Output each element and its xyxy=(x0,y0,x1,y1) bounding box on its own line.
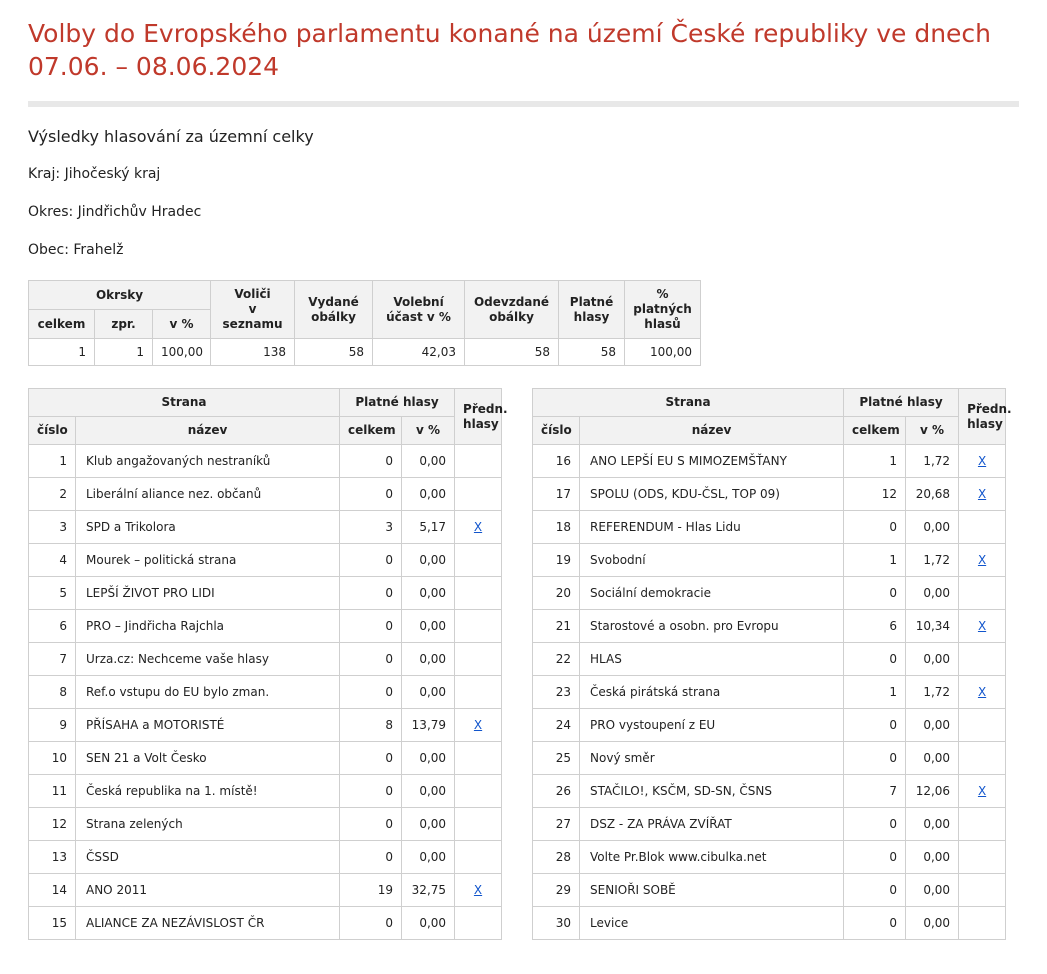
parties-left-group-header-row xyxy=(29,389,502,417)
party-votes: 0 xyxy=(340,907,402,940)
party-number: 23 xyxy=(533,676,580,709)
party-number: 22 xyxy=(533,643,580,676)
party-preferential-cell xyxy=(959,577,1006,610)
party-preferential-cell xyxy=(455,544,502,577)
party-votes-pct: 0,00 xyxy=(906,742,959,775)
party-number: 11 xyxy=(29,775,76,808)
party-preferential-cell[interactable] xyxy=(959,478,1006,511)
summary-header-turnout-pct: Volební účast v % xyxy=(373,281,465,339)
party-number: 19 xyxy=(533,544,580,577)
summary-header-districts-pct: v % xyxy=(153,310,211,339)
parties-tables xyxy=(28,388,1019,940)
party-votes-pct: 1,72 xyxy=(906,445,959,478)
party-votes: 0 xyxy=(340,742,402,775)
party-number: 8 xyxy=(29,676,76,709)
party-votes: 0 xyxy=(340,445,402,478)
party-preferential-cell xyxy=(959,742,1006,775)
table-row xyxy=(29,676,502,709)
party-votes-pct: 10,34 xyxy=(906,610,959,643)
party-votes-pct: 0,00 xyxy=(906,874,959,907)
summary-cell-voters: 138 xyxy=(211,339,295,366)
party-votes: 0 xyxy=(844,709,906,742)
parties-right-group-preferential: Předn. hlasy xyxy=(959,389,1006,445)
summary-cell-districts-reported: 1 xyxy=(95,339,153,366)
party-preferential-cell xyxy=(455,841,502,874)
party-name: Liberální aliance nez. občanů xyxy=(76,478,340,511)
summary-group-okrsky: Okrsky xyxy=(29,281,211,310)
party-preferential-cell xyxy=(959,709,1006,742)
party-votes: 0 xyxy=(340,841,402,874)
parties-left-header-total: celkem xyxy=(340,417,402,445)
party-number: 9 xyxy=(29,709,76,742)
summary-data-row xyxy=(29,339,701,366)
summary-cell-valid-votes: 58 xyxy=(559,339,625,366)
party-preferential-cell xyxy=(455,577,502,610)
party-votes-pct: 0,00 xyxy=(402,577,455,610)
table-row xyxy=(29,709,502,742)
table-row xyxy=(533,643,1006,676)
party-name: Levice xyxy=(580,907,844,940)
party-preferential-cell xyxy=(959,808,1006,841)
party-votes: 0 xyxy=(844,511,906,544)
parties-left-sub-header-row xyxy=(29,417,502,445)
table-row xyxy=(29,544,502,577)
table-row xyxy=(29,610,502,643)
party-name: ČSSD xyxy=(76,841,340,874)
party-name: DSZ - ZA PRÁVA ZVÍŘAT xyxy=(580,808,844,841)
region-kraj: Kraj: Jihočeský kraj xyxy=(28,166,161,182)
summary-cell-districts-total: 1 xyxy=(29,339,95,366)
party-name: LEPŠÍ ŽIVOT PRO LIDI xyxy=(76,577,340,610)
party-number: 17 xyxy=(533,478,580,511)
party-votes-pct: 0,00 xyxy=(402,544,455,577)
party-preferential-cell xyxy=(455,445,502,478)
party-votes-pct: 0,00 xyxy=(402,775,455,808)
party-votes-pct: 1,72 xyxy=(906,544,959,577)
party-votes: 0 xyxy=(340,775,402,808)
party-name: PRO – Jindřicha Rajchla xyxy=(76,610,340,643)
party-votes-pct: 1,72 xyxy=(906,676,959,709)
summary-cell-issued-envelopes: 58 xyxy=(295,339,373,366)
party-preferential-cell[interactable] xyxy=(959,445,1006,478)
preferential-votes-link[interactable]: X xyxy=(977,487,987,501)
party-votes-pct: 0,00 xyxy=(402,841,455,874)
parties-left-group-valid-votes: Platné hlasy xyxy=(340,389,455,417)
party-votes-pct: 0,00 xyxy=(402,643,455,676)
party-number: 26 xyxy=(533,775,580,808)
party-preferential-cell xyxy=(455,808,502,841)
preferential-votes-link[interactable]: X xyxy=(473,520,483,534)
table-row xyxy=(29,874,502,907)
parties-right-sub-header-row xyxy=(533,417,1006,445)
party-name: ANO LEPŠÍ EU S MIMOZEMŠŤANY xyxy=(580,445,844,478)
party-preferential-cell xyxy=(959,907,1006,940)
party-preferential-cell xyxy=(959,643,1006,676)
party-preferential-cell xyxy=(455,610,502,643)
preferential-votes-link[interactable]: X xyxy=(977,553,987,567)
table-row xyxy=(533,610,1006,643)
table-row xyxy=(533,445,1006,478)
parties-right-group-valid-votes: Platné hlasy xyxy=(844,389,959,417)
party-votes: 0 xyxy=(844,808,906,841)
page-title: Volby do Evropského parlamentu konané na území České republiky ve dnech 07.06. – 08.06.2024 xyxy=(28,19,992,81)
table-row xyxy=(29,445,502,478)
party-votes: 0 xyxy=(844,874,906,907)
party-votes-pct: 0,00 xyxy=(402,445,455,478)
party-number: 30 xyxy=(533,907,580,940)
table-row xyxy=(29,643,502,676)
party-number: 21 xyxy=(533,610,580,643)
parties-left-header-number: číslo xyxy=(29,417,76,445)
party-preferential-cell[interactable] xyxy=(455,511,502,544)
table-row xyxy=(29,511,502,544)
table-row xyxy=(533,478,1006,511)
parties-left-group-strana: Strana xyxy=(29,389,340,417)
summary-header-valid-votes: Platné hlasy xyxy=(559,281,625,339)
parties-right-group-header-row xyxy=(533,389,1006,417)
party-votes: 0 xyxy=(340,808,402,841)
party-votes: 6 xyxy=(844,610,906,643)
table-row xyxy=(533,676,1006,709)
parties-left-group-preferential: Předn. hlasy xyxy=(455,389,502,445)
party-preferential-cell xyxy=(455,643,502,676)
summary-header-valid-pct: % platných hlasů xyxy=(625,281,701,339)
party-number: 29 xyxy=(533,874,580,907)
party-votes: 8 xyxy=(340,709,402,742)
party-preferential-cell[interactable] xyxy=(959,775,1006,808)
party-number: 1 xyxy=(29,445,76,478)
party-votes-pct: 0,00 xyxy=(402,676,455,709)
party-votes-pct: 13,79 xyxy=(402,709,455,742)
party-votes: 0 xyxy=(340,610,402,643)
party-preferential-cell xyxy=(455,907,502,940)
party-votes-pct: 0,00 xyxy=(906,709,959,742)
party-name: Volte Pr.Blok www.cibulka.net xyxy=(580,841,844,874)
party-name: STAČILO!, KSČM, SD-SN, ČSNS xyxy=(580,775,844,808)
party-votes-pct: 0,00 xyxy=(906,808,959,841)
preferential-votes-link[interactable]: X xyxy=(977,454,987,468)
party-votes: 1 xyxy=(844,544,906,577)
party-votes: 1 xyxy=(844,445,906,478)
parties-table-left xyxy=(28,388,508,940)
party-votes: 0 xyxy=(340,478,402,511)
party-votes: 0 xyxy=(844,907,906,940)
party-name: PŘÍSAHA a MOTORISTÉ xyxy=(76,709,340,742)
party-number: 2 xyxy=(29,478,76,511)
preferential-votes-link[interactable]: X xyxy=(977,784,987,798)
parties-table-right xyxy=(532,388,1012,940)
party-preferential-cell[interactable] xyxy=(455,709,502,742)
title-divider xyxy=(28,101,1019,107)
party-preferential-cell[interactable] xyxy=(959,544,1006,577)
party-votes: 0 xyxy=(844,742,906,775)
party-votes: 12 xyxy=(844,478,906,511)
party-votes: 0 xyxy=(340,544,402,577)
party-name: Česká pirátská strana xyxy=(580,676,844,709)
party-votes-pct: 0,00 xyxy=(402,808,455,841)
summary-group-header-row xyxy=(29,281,701,310)
table-row xyxy=(29,478,502,511)
party-name: Ref.o vstupu do EU bylo zman. xyxy=(76,676,340,709)
preferential-votes-link[interactable]: X xyxy=(977,685,987,699)
party-name: Mourek – politická strana xyxy=(76,544,340,577)
table-row xyxy=(29,775,502,808)
party-votes: 0 xyxy=(340,577,402,610)
table-row xyxy=(29,907,502,940)
table-row xyxy=(533,907,1006,940)
party-number: 10 xyxy=(29,742,76,775)
section-title: Výsledky hlasování za územní celky xyxy=(28,127,314,146)
summary-header-districts-reported: zpr. xyxy=(95,310,153,339)
table-row xyxy=(533,742,1006,775)
parties-right-body xyxy=(533,445,1006,940)
preferential-votes-link[interactable]: X xyxy=(977,619,987,633)
party-number: 14 xyxy=(29,874,76,907)
parties-right-header-number: číslo xyxy=(533,417,580,445)
party-preferential-cell xyxy=(455,742,502,775)
table-row xyxy=(533,577,1006,610)
summary-cell-districts-pct: 100,00 xyxy=(153,339,211,366)
parties-left-header-pct: v % xyxy=(402,417,455,445)
party-preferential-cell[interactable] xyxy=(959,676,1006,709)
party-number: 7 xyxy=(29,643,76,676)
preferential-votes-link[interactable]: X xyxy=(473,718,483,732)
party-name: SEN 21 a Volt Česko xyxy=(76,742,340,775)
party-number: 3 xyxy=(29,511,76,544)
party-number: 13 xyxy=(29,841,76,874)
party-votes-pct: 0,00 xyxy=(906,511,959,544)
party-number: 18 xyxy=(533,511,580,544)
party-number: 20 xyxy=(533,577,580,610)
parties-right-header-pct: v % xyxy=(906,417,959,445)
parties-right-header-name: název xyxy=(580,417,844,445)
party-votes: 0 xyxy=(340,676,402,709)
party-votes-pct: 0,00 xyxy=(906,841,959,874)
party-name: Strana zelených xyxy=(76,808,340,841)
parties-right-group-strana: Strana xyxy=(533,389,844,417)
summary-header-issued-envelopes: Vydané obálky xyxy=(295,281,373,339)
table-row xyxy=(533,841,1006,874)
preferential-votes-link[interactable]: X xyxy=(473,883,483,897)
party-name: SPOLU (ODS, KDU-ČSL, TOP 09) xyxy=(580,478,844,511)
party-votes-pct: 5,17 xyxy=(402,511,455,544)
table-row xyxy=(29,808,502,841)
party-preferential-cell xyxy=(959,511,1006,544)
party-votes-pct: 0,00 xyxy=(402,742,455,775)
party-name: ALIANCE ZA NEZÁVISLOST ČR xyxy=(76,907,340,940)
party-name: SPD a Trikolora xyxy=(76,511,340,544)
party-number: 15 xyxy=(29,907,76,940)
region-okres: Okres: Jindřichův Hradec xyxy=(28,204,202,220)
table-row xyxy=(533,874,1006,907)
summary-cell-returned-envelopes: 58 xyxy=(465,339,559,366)
party-name: PRO vystoupení z EU xyxy=(580,709,844,742)
party-votes-pct: 0,00 xyxy=(402,610,455,643)
party-number: 12 xyxy=(29,808,76,841)
table-row xyxy=(533,775,1006,808)
party-name: SENIOŘI SOBĚ xyxy=(580,874,844,907)
party-number: 5 xyxy=(29,577,76,610)
region-obec: Obec: Frahelž xyxy=(28,242,124,258)
party-name: Svobodní xyxy=(580,544,844,577)
party-votes-pct: 0,00 xyxy=(402,478,455,511)
party-name: Česká republika na 1. místě! xyxy=(76,775,340,808)
summary-cell-turnout-pct: 42,03 xyxy=(373,339,465,366)
party-votes: 0 xyxy=(844,577,906,610)
party-name: Sociální demokracie xyxy=(580,577,844,610)
turnout-summary-table xyxy=(28,280,701,366)
party-preferential-cell[interactable] xyxy=(455,874,502,907)
summary-header-districts-total: celkem xyxy=(29,310,95,339)
party-name: Klub angažovaných nestraníků xyxy=(76,445,340,478)
party-votes-pct: 32,75 xyxy=(402,874,455,907)
party-name: Urza.cz: Nechceme vaše hlasy xyxy=(76,643,340,676)
party-votes: 19 xyxy=(340,874,402,907)
party-name: Nový směr xyxy=(580,742,844,775)
party-preferential-cell xyxy=(455,478,502,511)
table-row xyxy=(533,544,1006,577)
party-votes-pct: 0,00 xyxy=(906,907,959,940)
party-number: 4 xyxy=(29,544,76,577)
party-preferential-cell[interactable] xyxy=(959,610,1006,643)
party-name: Starostové a osobn. pro Evropu xyxy=(580,610,844,643)
party-name: HLAS xyxy=(580,643,844,676)
party-name: REFERENDUM - Hlas Lidu xyxy=(580,511,844,544)
summary-header-voters: Voliči v seznamu xyxy=(211,281,295,339)
party-preferential-cell xyxy=(455,775,502,808)
table-row xyxy=(29,577,502,610)
party-number: 24 xyxy=(533,709,580,742)
party-votes-pct: 0,00 xyxy=(402,907,455,940)
summary-header-returned-envelopes: Odevzdané obálky xyxy=(465,281,559,339)
table-row xyxy=(29,742,502,775)
party-number: 6 xyxy=(29,610,76,643)
party-votes: 1 xyxy=(844,676,906,709)
party-votes-pct: 0,00 xyxy=(906,643,959,676)
party-number: 16 xyxy=(533,445,580,478)
table-row xyxy=(533,808,1006,841)
party-preferential-cell xyxy=(959,841,1006,874)
party-votes: 3 xyxy=(340,511,402,544)
party-votes: 0 xyxy=(844,643,906,676)
party-votes: 0 xyxy=(340,643,402,676)
party-votes: 7 xyxy=(844,775,906,808)
party-votes: 0 xyxy=(844,841,906,874)
party-preferential-cell xyxy=(455,676,502,709)
table-row xyxy=(533,709,1006,742)
party-number: 28 xyxy=(533,841,580,874)
table-row xyxy=(533,511,1006,544)
parties-left-body xyxy=(29,445,502,940)
table-row xyxy=(29,841,502,874)
summary-table-wrap xyxy=(28,280,1019,366)
parties-left-header-name: název xyxy=(76,417,340,445)
party-number: 25 xyxy=(533,742,580,775)
party-preferential-cell xyxy=(959,874,1006,907)
party-name: ANO 2011 xyxy=(76,874,340,907)
party-number: 27 xyxy=(533,808,580,841)
summary-cell-valid-pct: 100,00 xyxy=(625,339,701,366)
party-votes-pct: 12,06 xyxy=(906,775,959,808)
parties-right-header-total: celkem xyxy=(844,417,906,445)
party-votes-pct: 20,68 xyxy=(906,478,959,511)
party-votes-pct: 0,00 xyxy=(906,577,959,610)
